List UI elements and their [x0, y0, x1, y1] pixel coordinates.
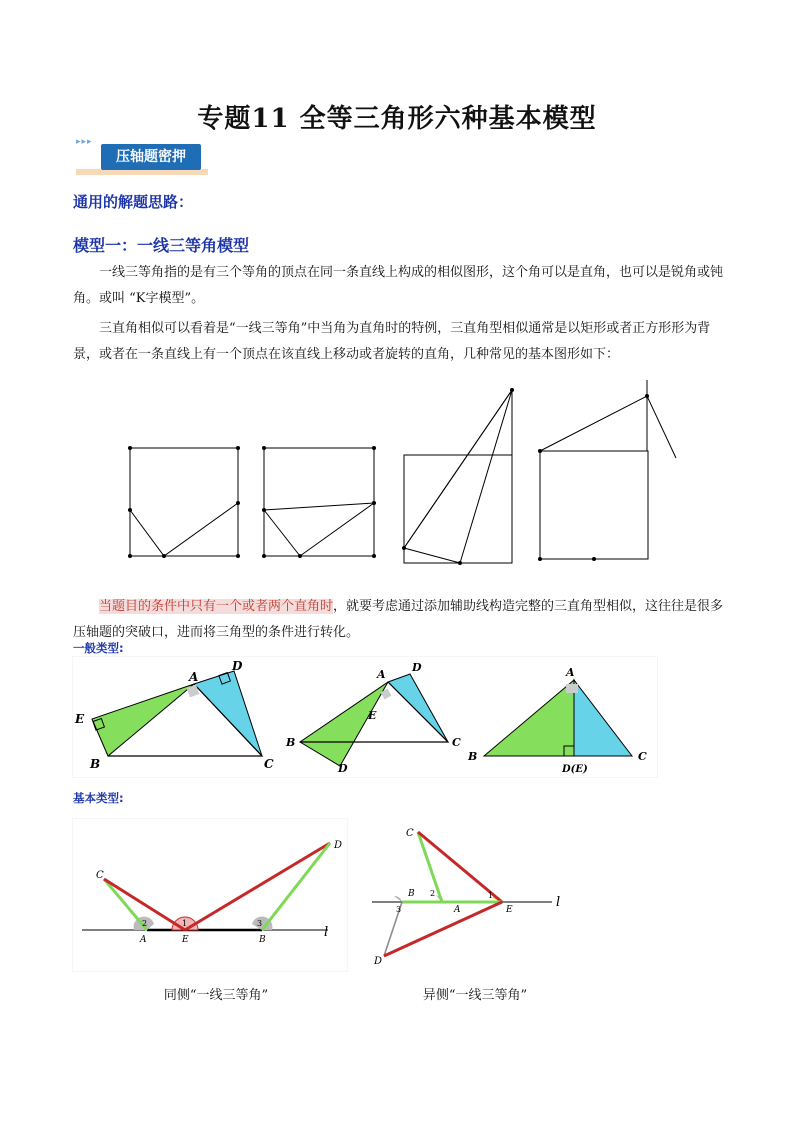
label-D2: D: [338, 762, 348, 775]
angle-1-label: 1: [182, 919, 188, 928]
label-DE: D(E): [562, 764, 588, 775]
caption-opposite-side: 异侧“一线三等角”: [422, 988, 528, 1003]
label-B: B: [90, 757, 101, 771]
para-definition: 一线三等角指的是有三个等角的顶点在同一条直线上构成的相似图形，这个角可以是直角，也可以是锐角或钝角。或叫 “K字模型”。: [73, 265, 724, 306]
label-A: A: [377, 668, 386, 681]
label-C: C: [638, 750, 647, 763]
same-side-figure: [72, 818, 348, 972]
general-approach-heading: 通用的解题思路：: [73, 193, 194, 211]
label-A: A: [454, 905, 461, 915]
square-figure-3: [404, 390, 512, 563]
label-E: E: [368, 709, 377, 722]
label-C: C: [96, 870, 104, 881]
square-figures: [120, 378, 690, 568]
label-D: D: [412, 661, 422, 674]
para-auxiliary: [73, 594, 733, 646]
label-D: D: [232, 659, 243, 673]
basic-type-label: 基本类型:: [73, 791, 124, 805]
square-figure-4: [540, 380, 676, 559]
label-D: D: [374, 956, 383, 967]
label-l: l: [556, 895, 561, 910]
angle-1-label: 1: [488, 891, 494, 900]
page-title: 专题11 全等三角形六种基本模型: [197, 104, 597, 134]
label-E: E: [182, 935, 189, 945]
label-E: E: [506, 905, 513, 915]
label-C: C: [264, 757, 274, 771]
opposite-side-figure: [366, 818, 580, 972]
para-right-angle: 三直角相似可以看着是“一线三等角”中当角为直角时的特例，三直角型相似通常是以矩形或者正方形形为背景，或者在一条直线上有一个顶点在该直线上移动或者旋转的直角，几种常见的基本图形如下：: [73, 321, 711, 362]
caption-same-side: 同侧“一线三等角”: [163, 988, 269, 1003]
arrow-icon: ▸▸▸: [76, 137, 93, 147]
label-A: A: [140, 935, 147, 945]
label-A: A: [566, 666, 575, 679]
angle-2-label: 2: [142, 919, 148, 928]
label-C: C: [452, 736, 461, 749]
label-B: B: [408, 889, 415, 899]
label-B: B: [468, 750, 478, 763]
square-figure-2: [264, 448, 374, 556]
general-type-figure: [72, 656, 658, 778]
angle-3-label: 3: [396, 905, 402, 914]
label-B: B: [259, 935, 266, 945]
square-figure-1: [130, 448, 238, 556]
label-D: D: [334, 840, 343, 851]
label-C: C: [406, 828, 414, 839]
para-auxiliary-rest: ，就要考虑通过添加辅助线构造完整的三直角型相似，这往往是很多压轴题的突破口，进而将三角型的条件进行转化。: [73, 599, 724, 640]
model1-heading: 模型一：一线三等角模型: [73, 236, 250, 255]
general-type-label: 一般类型:: [73, 641, 124, 655]
section-banner: [76, 137, 208, 177]
label-l: l: [324, 925, 329, 940]
label-E: E: [75, 712, 85, 726]
highlight-condition: 当题目的条件中只有一个或者两个直角时: [99, 599, 334, 614]
banner-label: 压轴题密押: [101, 144, 201, 170]
label-B: B: [286, 736, 296, 749]
angle-2-label: 2: [430, 889, 436, 898]
label-A: A: [189, 670, 199, 684]
angle-3-label: 3: [257, 919, 263, 928]
